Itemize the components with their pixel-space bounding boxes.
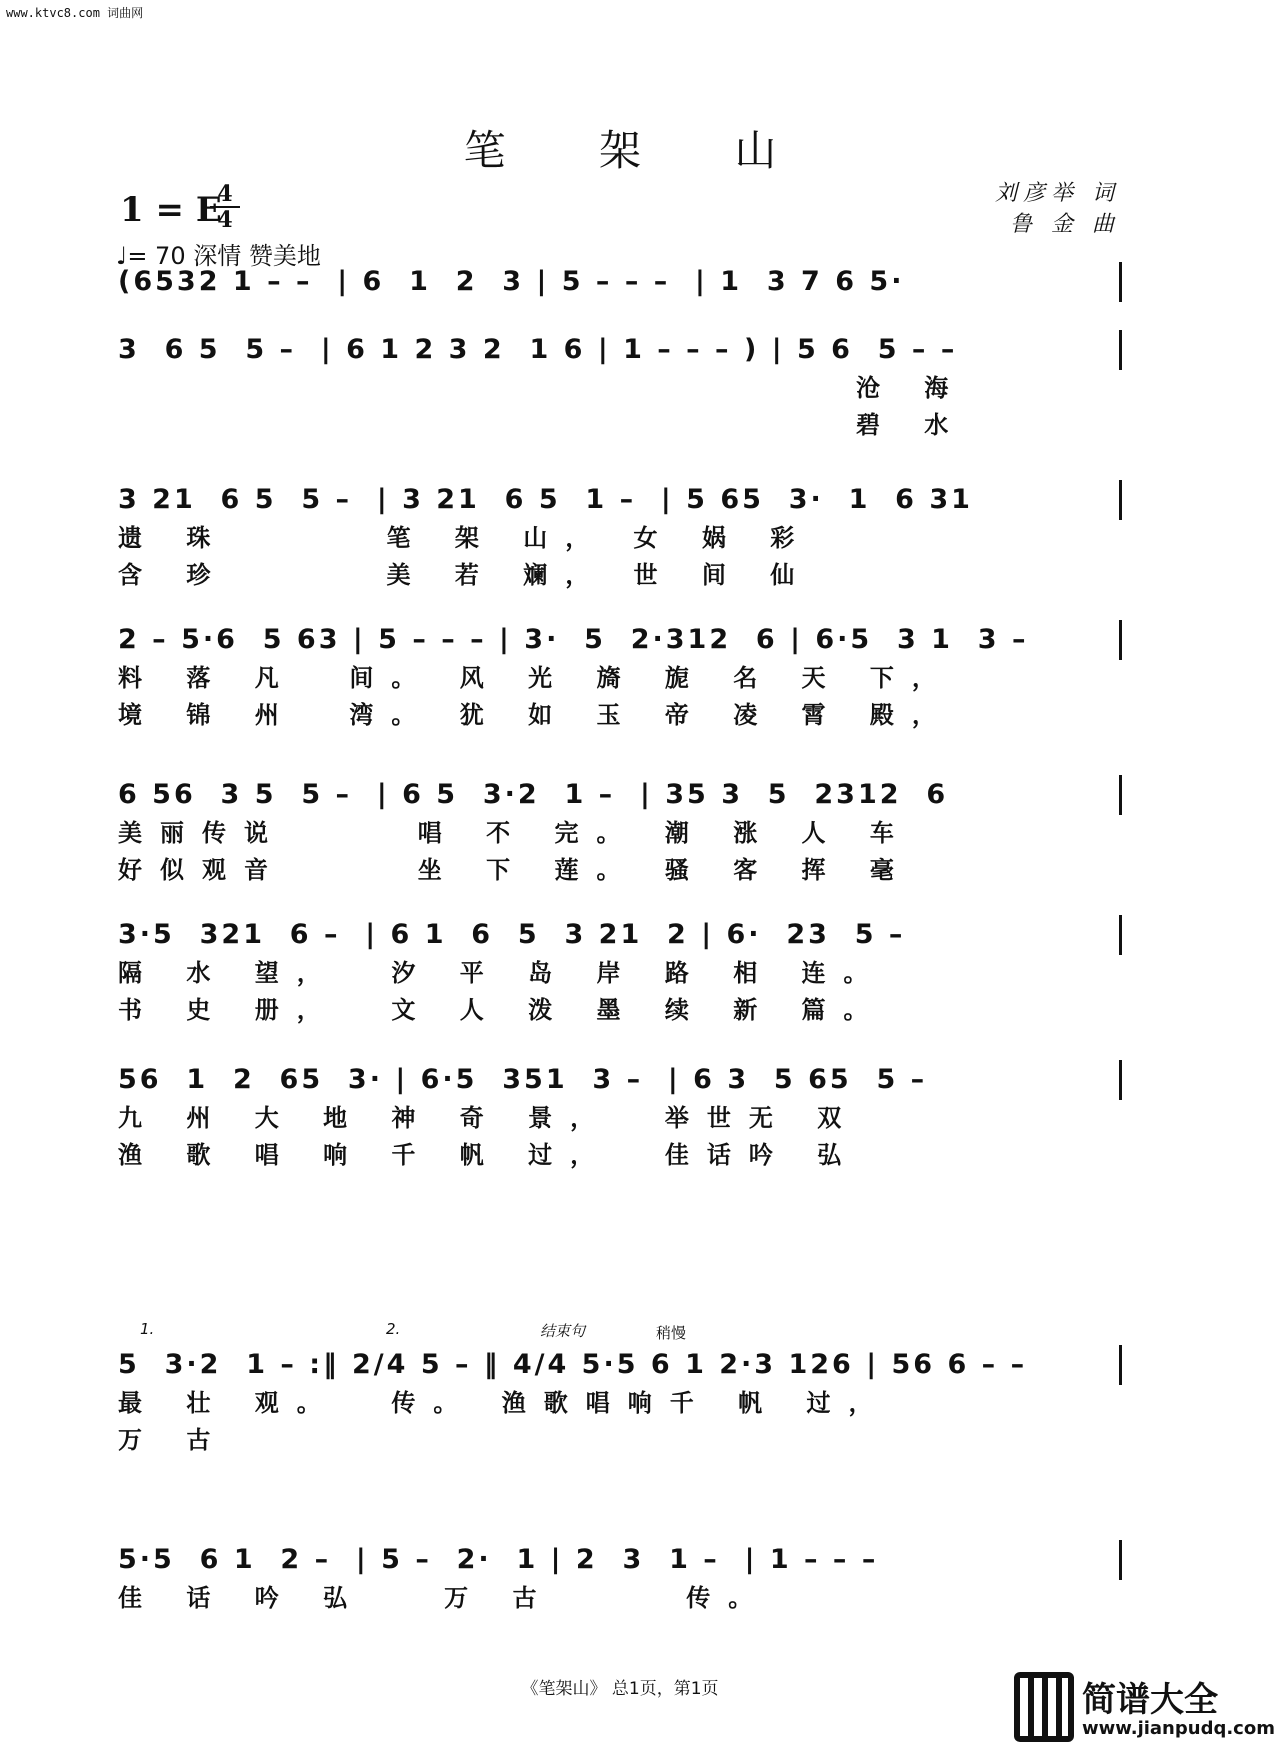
lyricist: 刘彦举 词 <box>995 181 1120 206</box>
key-signature: 1 = E <box>120 190 222 230</box>
lyric-verse-2: 碧 水 <box>118 411 967 439</box>
lyric-verse-1: 隔 水 望， 汐 平 岛 岸 路 相 连。 <box>118 959 886 987</box>
notation-line: 56 1 2 65 3· | 6·5 351 3 – | 6 3 5 65 5 – <box>118 1060 1122 1100</box>
notation-line: (6532 1 – – | 6 1 2 3 | 5 – – – | 1 3 7 6 5· <box>118 262 1122 302</box>
song-title: 笔 架 山 <box>463 126 817 175</box>
lyric-verse-1: 料 落 凡 间。 风 光 旖 旎 名 天 下， <box>118 664 954 692</box>
meter-bottom: 4 <box>217 207 233 233</box>
notation-line: 3·5 321 6 – | 6 1 6 5 3 21 2 | 6· 23 5 – <box>118 915 1122 955</box>
score-system-3 <box>118 480 1122 594</box>
site-logo <box>1014 1672 1275 1742</box>
logo-url: www.jianpudq.com <box>1082 1718 1275 1739</box>
volta-2-label: 2. <box>386 1320 401 1338</box>
lyric-verse-2: 好似观音 坐 下 莲。 骚 客 挥 毫 <box>118 856 912 884</box>
ending-label: 结束句 <box>540 1322 586 1340</box>
score-system-9 <box>118 1540 1122 1617</box>
credits <box>995 178 1120 240</box>
lyric-verse-1: 九 州 大 地 神 奇 景， 举世无 双 <box>118 1104 860 1132</box>
volta-1-label: 1. <box>140 1320 155 1338</box>
composer: 鲁 金 曲 <box>1010 212 1120 237</box>
lyric-verse-2: 渔 歌 唱 响 千 帆 过， 佳话吟 弘 <box>118 1141 860 1169</box>
lyric-verse-2: 含 珍 美 若 斓， 世 间 仙 <box>118 561 813 589</box>
lyric-verse-1: 沧 海 <box>118 374 967 402</box>
notation-line: 5·5 6 1 2 – | 5 – 2· 1 | 2 3 1 – | 1 – – – <box>118 1540 1122 1580</box>
score-system-4 <box>118 620 1122 734</box>
logo-text: 简谱大全 <box>1082 1680 1218 1720</box>
lyric-verse-1: 美丽传说 唱 不 完。 潮 涨 人 车 <box>118 819 912 847</box>
lyric-verse-1: 最 壮 观。 传。 渔歌唱响千 帆 过， <box>118 1389 891 1417</box>
site-watermark: www.ktvc8.com 词曲网 <box>6 6 144 20</box>
score-system-1 <box>118 262 1122 302</box>
notation-line: 5 3·2 1 – :‖ 2/4 5 – ‖ 4/4 5·5 6 1 2·3 126 | 56 6 – – <box>118 1345 1122 1385</box>
slower-label: 稍慢 <box>656 1324 687 1342</box>
lyric-verse-2: 万 古 <box>118 1426 229 1454</box>
page-footer: 《笔架山》 总1页，第1页 <box>521 1679 719 1699</box>
tempo-marking: ♩= 70 深情 赞美地 <box>116 242 321 270</box>
notation-line: 3 6 5 5 – | 6 1 2 3 2 1 6 | 1 – – – ) | 5 6 5 – – <box>118 330 1122 370</box>
piano-keys-icon <box>1014 1672 1074 1742</box>
time-signature <box>210 183 240 231</box>
lyric-verse-2: 书 史 册， 文 人 泼 墨 续 新 篇。 <box>118 996 886 1024</box>
lyric-verse-2: 境 锦 州 湾。 犹 如 玉 帝 凌 霄 殿， <box>118 701 954 729</box>
notation-line: 2 – 5·6 5 63 | 5 – – – | 3· 5 2·312 6 | 6·5 3 1 3 – <box>118 620 1122 660</box>
score-system-2 <box>118 330 1122 444</box>
score-system-7 <box>118 1060 1122 1174</box>
lyric-verse-1: 遗 珠 笔 架 山， 女 娲 彩 <box>118 524 813 552</box>
notation-line: 3 21 6 5 5 – | 3 21 6 5 1 – | 5 65 3· 1 6 31 <box>118 480 1122 520</box>
score-system-6 <box>118 915 1122 1029</box>
meter-top: 4 <box>217 181 233 207</box>
lyric-verse-1: 佳 话 吟 弘 万 古 传。 <box>118 1584 771 1612</box>
score-system-8 <box>118 1345 1122 1459</box>
notation-line: 6 56 3 5 5 – | 6 5 3·2 1 – | 35 3 5 2312 6 <box>118 775 1122 815</box>
score-system-5 <box>118 775 1122 889</box>
